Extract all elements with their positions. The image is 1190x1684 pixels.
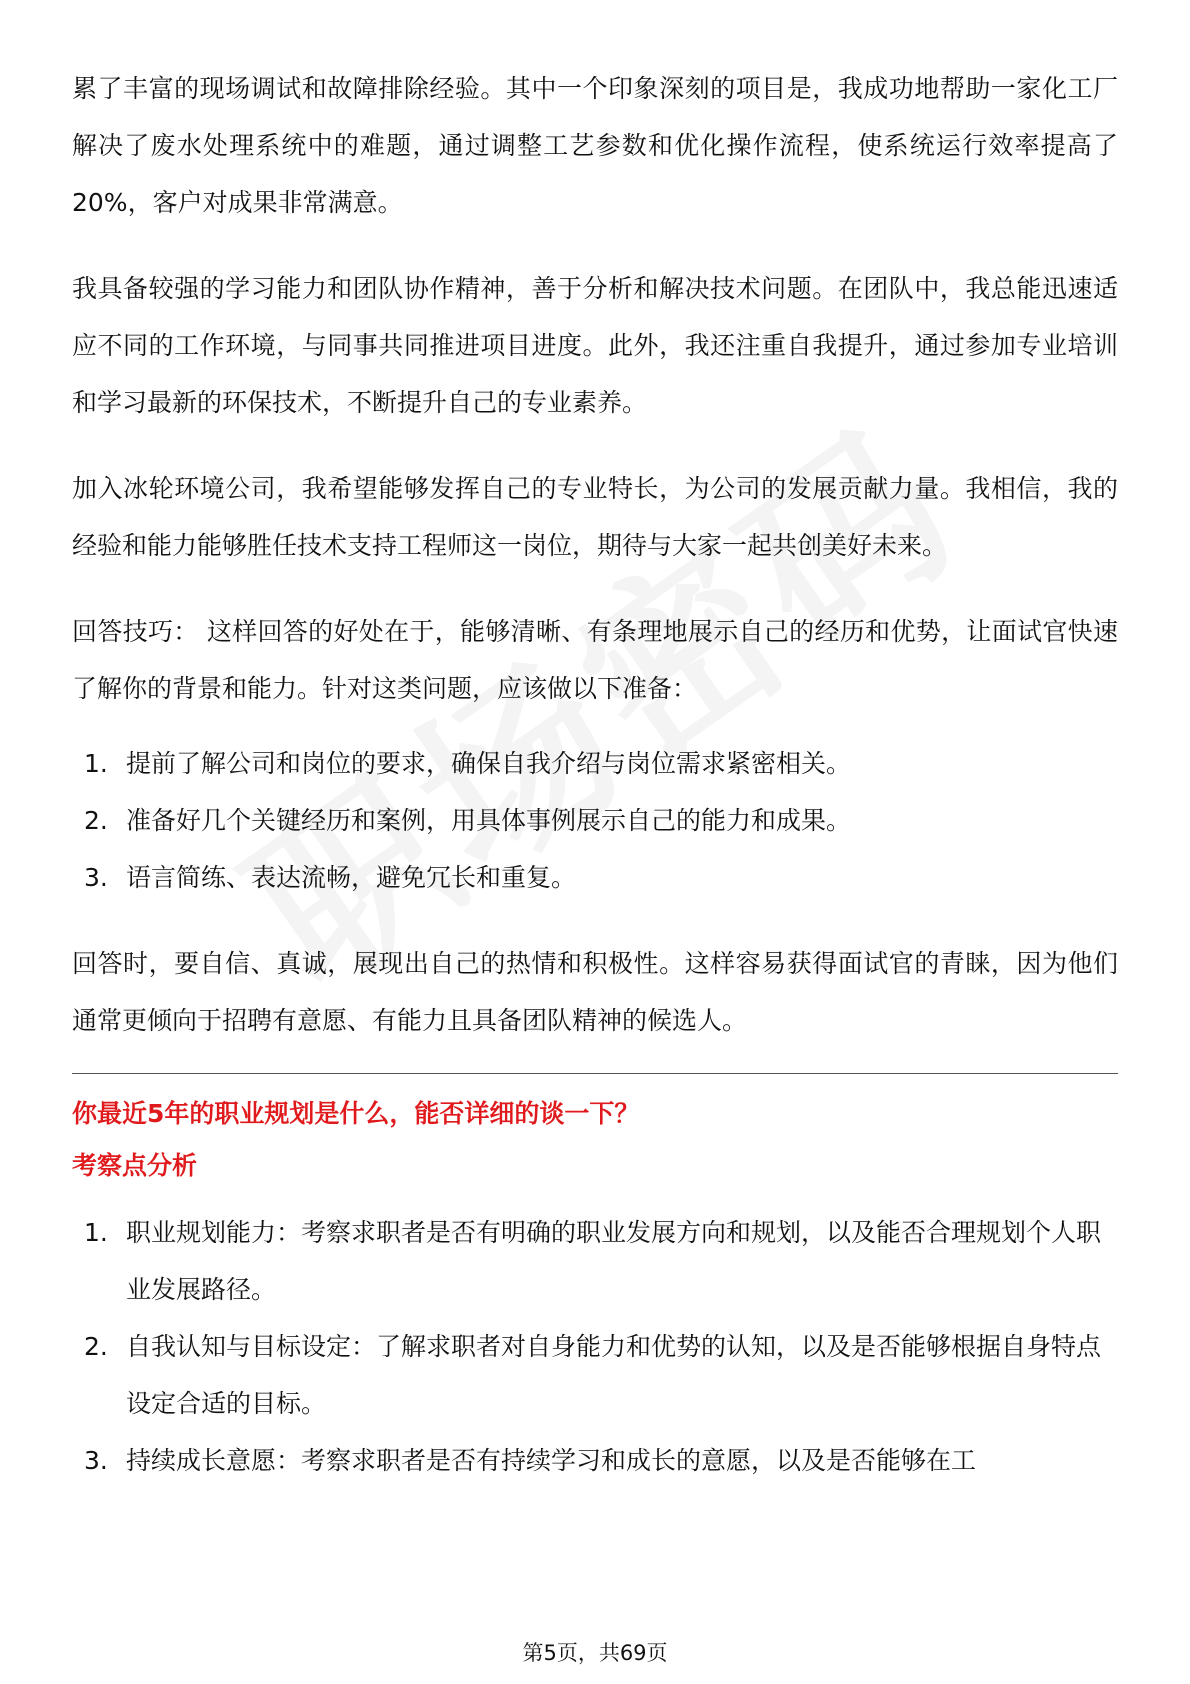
list-item-number: 2.: [84, 1332, 108, 1361]
analysis-list: [72, 1204, 1118, 1489]
list-item: [72, 1432, 1118, 1489]
list-item-text: 准备好几个关键经历和案例，用具体事例展示自己的能力和成果。: [126, 806, 852, 835]
list-item-text: 职业规划能力：考察求职者是否有明确的职业发展方向和规划，以及能否合理规划个人职业发展路径。: [126, 1218, 1102, 1304]
list-item-text: 自我认知与目标设定：了解求职者对自身能力和优势的认知，以及是否能够根据自身特点设定合适的目标。: [126, 1332, 1102, 1418]
analysis-heading: 考察点分析: [72, 1151, 198, 1180]
section-divider: [72, 1073, 1118, 1074]
page-footer: 第5页，共69页: [522, 1641, 668, 1665]
list-item-number: 3.: [84, 863, 108, 892]
list-item: [72, 792, 1118, 849]
paragraph-motivation: 加入冰轮环境公司，我希望能够发挥自己的专业特长，为公司的发展贡献力量。我相信，我的经验和能力能够胜任技术支持工程师这一岗位，期待与大家一起共创美好未来。: [72, 474, 1118, 560]
paragraph-abilities: 我具备较强的学习能力和团队协作精神，善于分析和解决技术问题。在团队中，我总能迅速适应不同的工作环境，与同事共同推进项目进度。此外，我还注重自我提升，通过参加专业培训和学习最新的环保技术，不断提升自己的专业素养。: [72, 274, 1118, 417]
list-item-text: 持续成长意愿：考察求职者是否有持续学习和成长的意愿，以及是否能够在工: [126, 1446, 977, 1475]
question-heading: 你最近5年的职业规划是什么，能否详细的谈一下？: [72, 1099, 640, 1128]
list-item: [72, 849, 1118, 906]
list-item-number: 1.: [84, 1218, 108, 1247]
list-item: [72, 735, 1118, 792]
paragraph-closing: 回答时，要自信、真诚，展现出自己的热情和积极性。这样容易获得面试官的青睐，因为他们通常更倾向于招聘有意愿、有能力且具备团队精神的候选人。: [72, 949, 1118, 1035]
list-item: [72, 1204, 1118, 1318]
list-item-text: 提前了解公司和岗位的要求，确保自我介绍与岗位需求紧密相关。: [126, 749, 852, 778]
paragraph-answer-tips: 回答技巧： 这样回答的好处在于，能够清晰、有条理地展示自己的经历和优势，让面试官快速了解你的背景和能力。针对这类问题，应该做以下准备：: [72, 617, 1118, 703]
list-item-number: 3.: [84, 1446, 108, 1475]
list-item-text: 语言简练、表达流畅，避免冗长和重复。: [126, 863, 577, 892]
paragraph-experience: 累了丰富的现场调试和故障排除经验。其中一个印象深刻的项目是，我成功地帮助一家化工厂解决了废水处理系统中的难题，通过调整工艺参数和优化操作流程，使系统运行效率提高了20%，客户对成果非常满意。: [72, 74, 1118, 217]
tips-list: [72, 735, 1118, 906]
list-item-number: 2.: [84, 806, 108, 835]
list-item-number: 1.: [84, 749, 108, 778]
document-page: [72, 60, 1118, 1518]
list-item: [72, 1318, 1118, 1432]
